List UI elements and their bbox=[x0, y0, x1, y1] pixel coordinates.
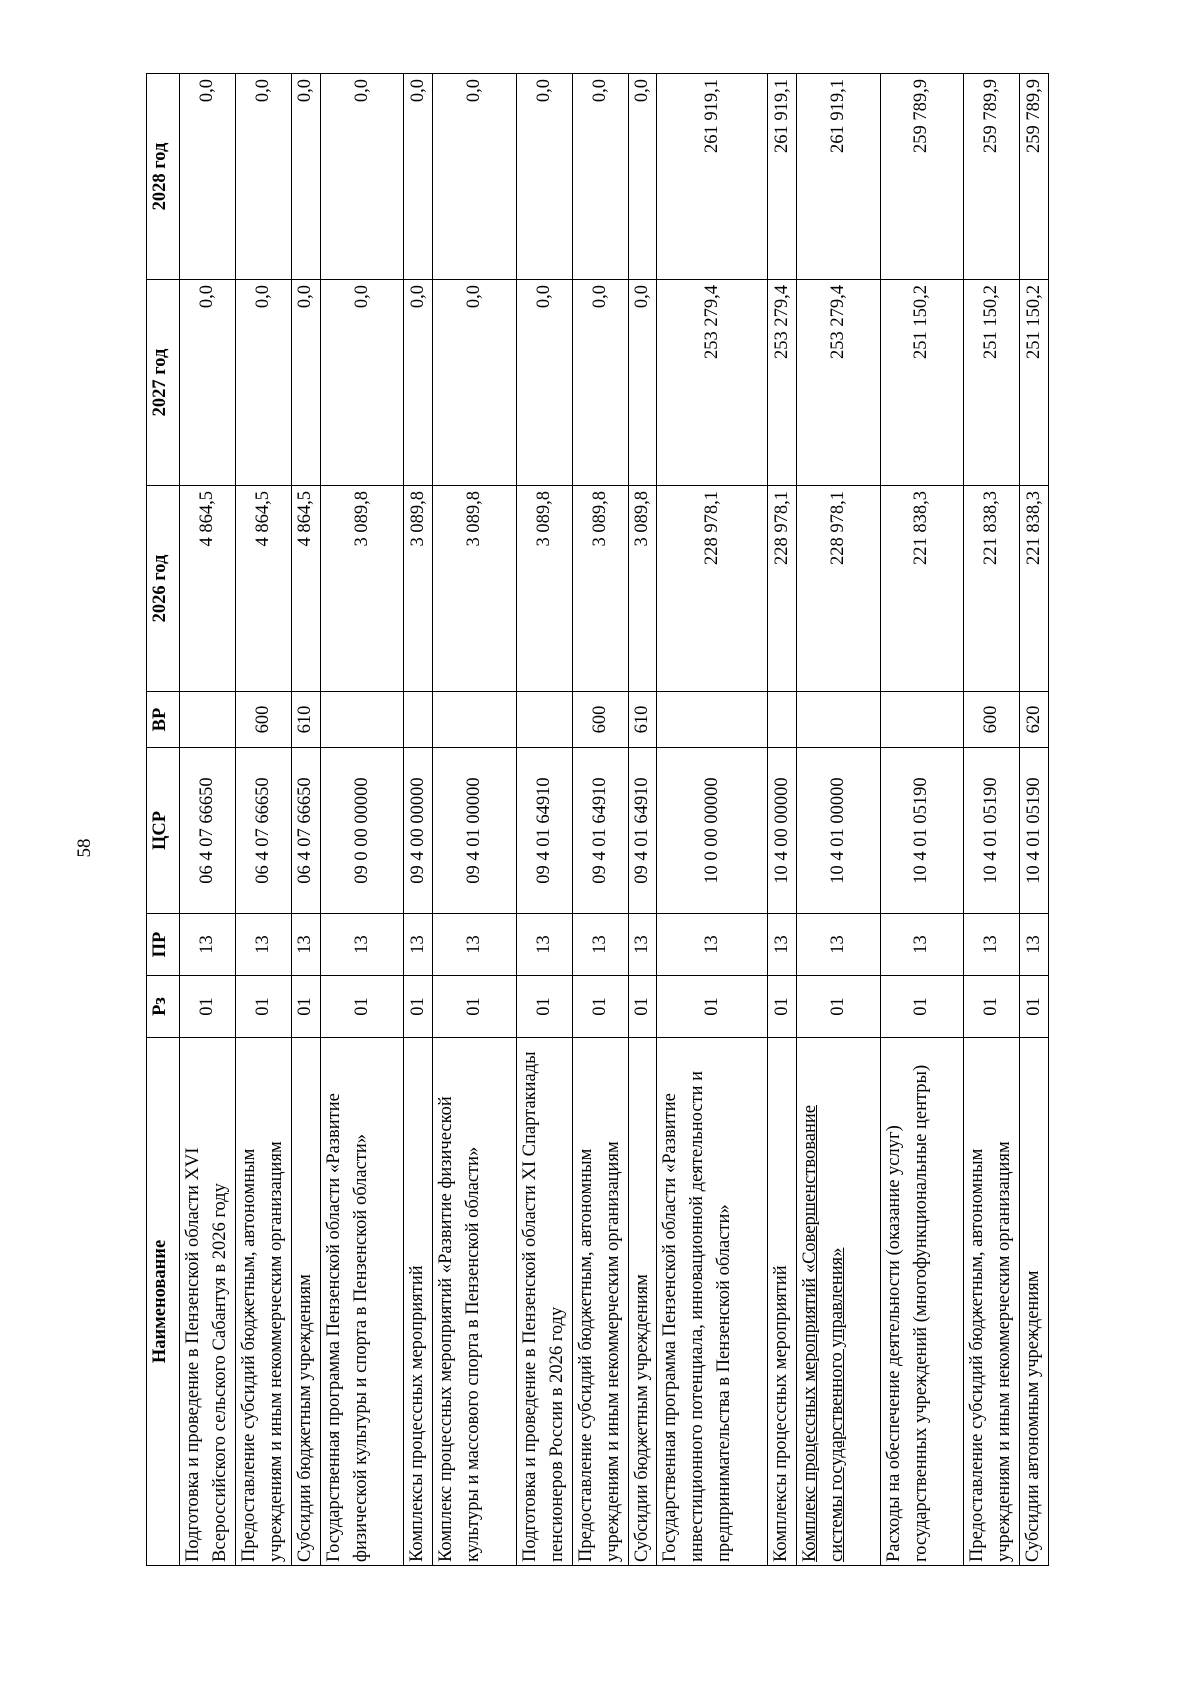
cell-csr: 06 4 07 66650 bbox=[180, 748, 236, 914]
cell-vr bbox=[796, 692, 880, 748]
cell-2026: 228 978,1 bbox=[657, 486, 768, 692]
cell-pr: 13 bbox=[628, 914, 657, 976]
budget-table bbox=[146, 73, 1049, 1566]
cell-2026: 3 089,8 bbox=[572, 486, 628, 692]
cell-name: Подготовка и проведение в Пензенской области XI Спартакиады пенсионеров России в 2026 году bbox=[516, 1038, 572, 1566]
cell-vr: 610 bbox=[628, 692, 657, 748]
cell-csr: 09 4 01 64910 bbox=[628, 748, 657, 914]
table-row bbox=[880, 74, 964, 1566]
cell-2028: 0,0 bbox=[180, 74, 236, 280]
cell-csr: 09 4 01 64910 bbox=[516, 748, 572, 914]
table-row bbox=[572, 74, 628, 1566]
cell-2026: 3 089,8 bbox=[432, 486, 516, 692]
cell-2028: 261 919,1 bbox=[796, 74, 880, 280]
cell-2026: 3 089,8 bbox=[516, 486, 572, 692]
cell-2027: 251 150,2 bbox=[964, 280, 1020, 486]
table-row bbox=[768, 74, 797, 1566]
cell-2026: 4 864,5 bbox=[292, 486, 321, 692]
cell-vr bbox=[880, 692, 964, 748]
cell-pr: 13 bbox=[180, 914, 236, 976]
page-number: 58 bbox=[74, 838, 95, 858]
table-row bbox=[404, 74, 433, 1566]
cell-csr: 09 0 00 00000 bbox=[320, 748, 404, 914]
cell-2027: 0,0 bbox=[180, 280, 236, 486]
table-row bbox=[657, 74, 768, 1566]
cell-2027: 0,0 bbox=[432, 280, 516, 486]
cell-vr bbox=[404, 692, 433, 748]
cell-csr: 09 4 01 00000 bbox=[432, 748, 516, 914]
cell-pr: 13 bbox=[964, 914, 1020, 976]
cell-rz: 01 bbox=[1020, 976, 1049, 1038]
table-header-row bbox=[147, 74, 180, 1566]
cell-vr bbox=[516, 692, 572, 748]
cell-name: Субсидии бюджетным учреждениям bbox=[628, 1038, 657, 1566]
table-row bbox=[292, 74, 321, 1566]
header-csr: ЦСР bbox=[147, 748, 180, 914]
cell-2027: 253 279,4 bbox=[768, 280, 797, 486]
cell-2026: 221 838,3 bbox=[1020, 486, 1049, 692]
header-pr: ПР bbox=[147, 914, 180, 976]
cell-rz: 01 bbox=[880, 976, 964, 1038]
table-row bbox=[432, 74, 516, 1566]
table-row bbox=[320, 74, 404, 1566]
cell-2027: 0,0 bbox=[516, 280, 572, 486]
cell-vr: 600 bbox=[236, 692, 292, 748]
header-2026: 2026 год bbox=[147, 486, 180, 692]
cell-name: Предоставление субсидий бюджетным, автономным учреждениям и иным некоммерческим организациям bbox=[964, 1038, 1020, 1566]
cell-pr: 13 bbox=[657, 914, 768, 976]
cell-2026: 228 978,1 bbox=[768, 486, 797, 692]
cell-rz: 01 bbox=[796, 976, 880, 1038]
cell-2027: 253 279,4 bbox=[796, 280, 880, 486]
cell-vr bbox=[432, 692, 516, 748]
cell-2027: 0,0 bbox=[572, 280, 628, 486]
cell-csr: 10 4 01 00000 bbox=[796, 748, 880, 914]
header-2027: 2027 год bbox=[147, 280, 180, 486]
cell-rz: 01 bbox=[628, 976, 657, 1038]
cell-2027: 0,0 bbox=[628, 280, 657, 486]
cell-csr: 06 4 07 66650 bbox=[292, 748, 321, 914]
cell-2026: 3 089,8 bbox=[320, 486, 404, 692]
cell-vr bbox=[768, 692, 797, 748]
cell-pr: 13 bbox=[516, 914, 572, 976]
cell-vr: 600 bbox=[964, 692, 1020, 748]
cell-2026: 221 838,3 bbox=[964, 486, 1020, 692]
cell-2028: 0,0 bbox=[628, 74, 657, 280]
header-name: Наименование bbox=[147, 1038, 180, 1566]
cell-pr: 13 bbox=[292, 914, 321, 976]
cell-rz: 01 bbox=[180, 976, 236, 1038]
cell-rz: 01 bbox=[768, 976, 797, 1038]
cell-2027: 0,0 bbox=[320, 280, 404, 486]
cell-2026: 221 838,3 bbox=[880, 486, 964, 692]
cell-2027: 253 279,4 bbox=[657, 280, 768, 486]
cell-vr: 600 bbox=[572, 692, 628, 748]
cell-pr: 13 bbox=[1020, 914, 1049, 976]
cell-2028: 0,0 bbox=[292, 74, 321, 280]
cell-vr bbox=[657, 692, 768, 748]
cell-2028: 259 789,9 bbox=[880, 74, 964, 280]
table-row bbox=[516, 74, 572, 1566]
cell-rz: 01 bbox=[292, 976, 321, 1038]
cell-pr: 13 bbox=[236, 914, 292, 976]
cell-2027: 0,0 bbox=[292, 280, 321, 486]
cell-rz: 01 bbox=[964, 976, 1020, 1038]
table-row bbox=[236, 74, 292, 1566]
cell-2027: 0,0 bbox=[236, 280, 292, 486]
cell-2028: 0,0 bbox=[432, 74, 516, 280]
cell-rz: 01 bbox=[236, 976, 292, 1038]
table-row bbox=[964, 74, 1020, 1566]
cell-2028: 0,0 bbox=[572, 74, 628, 280]
cell-2028: 0,0 bbox=[236, 74, 292, 280]
cell-pr: 13 bbox=[432, 914, 516, 976]
cell-2028: 0,0 bbox=[404, 74, 433, 280]
cell-2026: 228 978,1 bbox=[796, 486, 880, 692]
cell-csr: 10 4 01 05190 bbox=[964, 748, 1020, 914]
cell-csr: 10 4 00 00000 bbox=[768, 748, 797, 914]
cell-name: Предоставление субсидий бюджетным, автономным учреждениям и иным некоммерческим организациям bbox=[572, 1038, 628, 1566]
cell-rz: 01 bbox=[320, 976, 404, 1038]
cell-name: Расходы на обеспечение деятельности (оказание услуг) государственных учреждений (многофункциональные центры) bbox=[880, 1038, 964, 1566]
cell-name: Комплекс процессных мероприятий «Совершенствование системы государственного управления» bbox=[796, 1038, 880, 1566]
cell-pr: 13 bbox=[320, 914, 404, 976]
cell-2028: 261 919,1 bbox=[657, 74, 768, 280]
cell-vr bbox=[180, 692, 236, 748]
cell-name: Комплекс процессных мероприятий «Развитие физической культуры и массового спорта в Пензенской области» bbox=[432, 1038, 516, 1566]
cell-csr: 10 4 01 05190 bbox=[1020, 748, 1049, 914]
table-row bbox=[1020, 74, 1049, 1566]
cell-2027: 251 150,2 bbox=[880, 280, 964, 486]
cell-2026: 4 864,5 bbox=[180, 486, 236, 692]
cell-pr: 13 bbox=[768, 914, 797, 976]
cell-2028: 261 919,1 bbox=[768, 74, 797, 280]
cell-rz: 01 bbox=[572, 976, 628, 1038]
table-row bbox=[180, 74, 236, 1566]
cell-pr: 13 bbox=[404, 914, 433, 976]
rotated-table-container bbox=[146, 74, 1049, 1566]
header-2028: 2028 год bbox=[147, 74, 180, 280]
cell-csr: 09 4 01 64910 bbox=[572, 748, 628, 914]
cell-vr bbox=[320, 692, 404, 748]
cell-vr: 610 bbox=[292, 692, 321, 748]
cell-name: Субсидии бюджетным учреждениям bbox=[292, 1038, 321, 1566]
table-row bbox=[628, 74, 657, 1566]
cell-name: Субсидии автономным учреждениям bbox=[1020, 1038, 1049, 1566]
cell-vr: 620 bbox=[1020, 692, 1049, 748]
cell-pr: 13 bbox=[796, 914, 880, 976]
cell-2028: 0,0 bbox=[320, 74, 404, 280]
cell-name: Государственная программа Пензенской области «Развитие физической культуры и спорта в Пензенской области» bbox=[320, 1038, 404, 1566]
cell-rz: 01 bbox=[657, 976, 768, 1038]
cell-name: Комплексы процессных мероприятий bbox=[768, 1038, 797, 1566]
table-row bbox=[796, 74, 880, 1566]
header-vr: ВР bbox=[147, 692, 180, 748]
header-rz: Рз bbox=[147, 976, 180, 1038]
cell-2026: 4 864,5 bbox=[236, 486, 292, 692]
cell-2026: 3 089,8 bbox=[404, 486, 433, 692]
cell-csr: 06 4 07 66650 bbox=[236, 748, 292, 914]
cell-csr: 10 4 01 05190 bbox=[880, 748, 964, 914]
cell-2026: 3 089,8 bbox=[628, 486, 657, 692]
cell-2028: 0,0 bbox=[516, 74, 572, 280]
cell-name: Подготовка и проведение в Пензенской области XVI Всероссийского сельского Сабантуя в 2026 году bbox=[180, 1038, 236, 1566]
cell-pr: 13 bbox=[572, 914, 628, 976]
cell-2028: 259 789,9 bbox=[1020, 74, 1049, 280]
cell-pr: 13 bbox=[880, 914, 964, 976]
cell-name: Предоставление субсидий бюджетным, автономным учреждениям и иным некоммерческим организациям bbox=[236, 1038, 292, 1566]
cell-rz: 01 bbox=[516, 976, 572, 1038]
cell-rz: 01 bbox=[404, 976, 433, 1038]
cell-2028: 259 789,9 bbox=[964, 74, 1020, 280]
cell-2027: 251 150,2 bbox=[1020, 280, 1049, 486]
cell-csr: 09 4 00 00000 bbox=[404, 748, 433, 914]
cell-2027: 0,0 bbox=[404, 280, 433, 486]
cell-name: Государственная программа Пензенской области «Развитие инвестиционного потенциала, инновационной деятельности и предпринимательства в Пензенской области» bbox=[657, 1038, 768, 1566]
cell-rz: 01 bbox=[432, 976, 516, 1038]
cell-csr: 10 0 00 00000 bbox=[657, 748, 768, 914]
cell-name: Комплексы процессных мероприятий bbox=[404, 1038, 433, 1566]
